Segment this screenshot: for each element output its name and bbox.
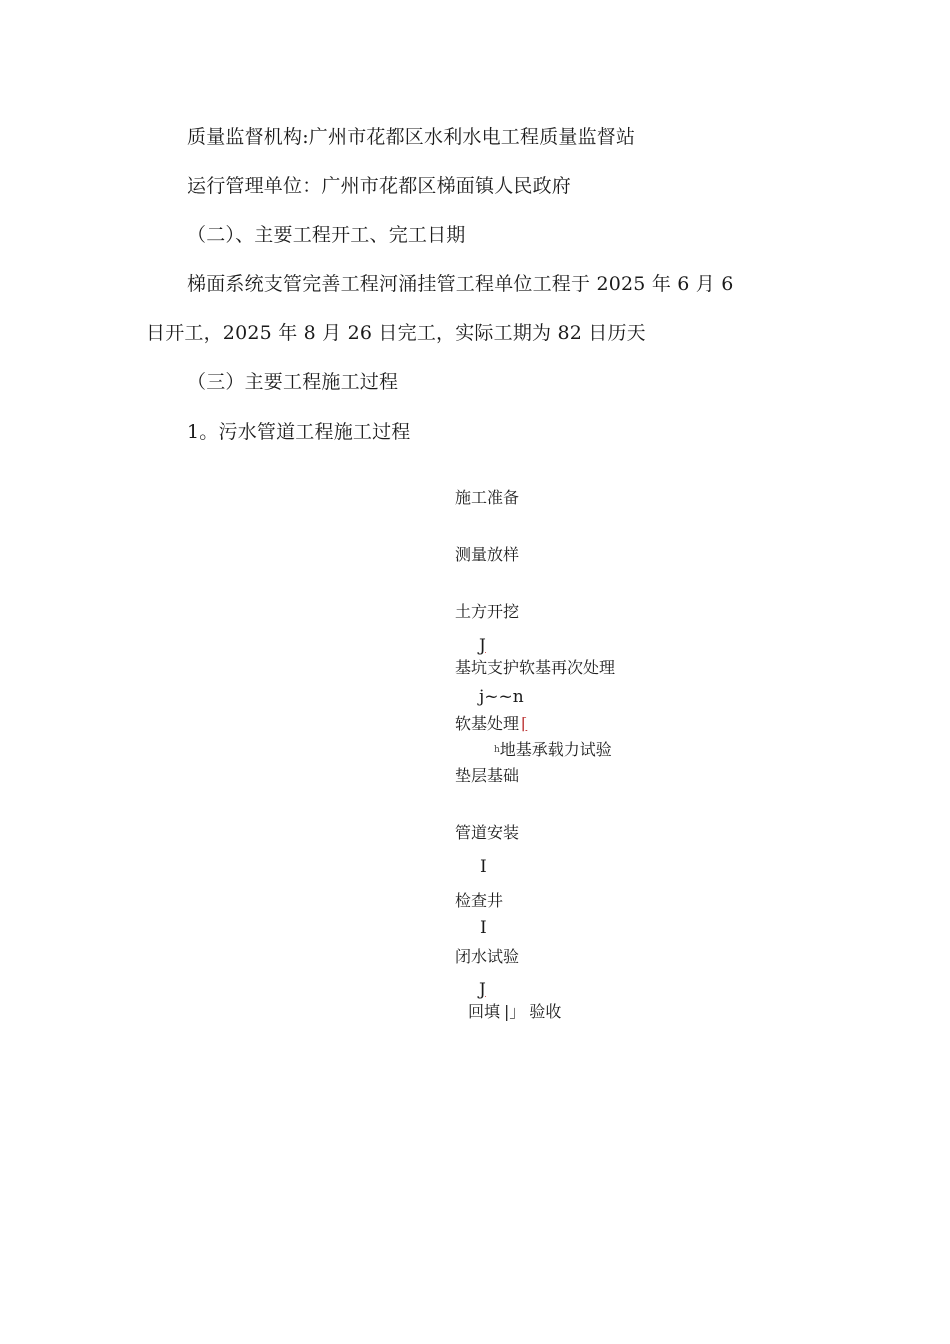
flow-step-survey: 测量放样: [455, 545, 520, 564]
flow-connector-4-branch: ~~n: [484, 687, 524, 707]
flow-step-soft-base-bracket: ⌈: [521, 714, 528, 733]
flow-step-soft-base: [455, 714, 527, 734]
flow-connector-9: J: [479, 980, 486, 1000]
flow-connector-7: I: [480, 857, 487, 877]
section-2-heading: （二）、主要工程开工、完工日期: [187, 224, 466, 246]
dates-paragraph-line-2: 日开工，2025 年 8 月 26 日完工，实际工期为 82 日历天: [146, 322, 646, 344]
flow-step-acceptance-label: 验收: [529, 1002, 562, 1021]
flow-connector-8: I: [480, 918, 487, 938]
supervision-agency-line: 质量监督机构:广州市花都区水利水电工程质量监督站: [187, 126, 636, 148]
flow-step-preparation: 施工准备: [455, 488, 520, 507]
flow-step-backfill-label: 回填: [468, 1002, 501, 1021]
flow-step-pipe-install: 管道安装: [455, 823, 520, 842]
flow-connector-4: [479, 687, 524, 707]
dates-paragraph-line-1: 梯面系统支管完善工程河涌挂管工程单位工程于 2025 年 6 月 6: [187, 273, 734, 295]
item-1-heading: 1。污水管道工程施工过程: [187, 421, 411, 443]
flow-step-pit-support: 基坑支护软基再次处理: [455, 658, 616, 677]
flow-step-backfill-acceptance: [468, 1002, 561, 1022]
flow-step-inspection-well: 检查井: [455, 891, 504, 910]
operation-unit-line: 运行管理单位：广州市花都区梯面镇人民政府: [187, 175, 572, 197]
flow-step-cushion-base: 垫层基础: [455, 766, 520, 785]
flow-step-soft-base-label: 软基处理: [455, 714, 520, 733]
flow-side-mark: h: [494, 745, 500, 755]
flow-step-backfill-mark: |」: [504, 1002, 526, 1021]
flow-side-bearing-test-label: 地基承载力试验: [499, 740, 612, 759]
flow-connector-4-stem: j: [479, 687, 485, 707]
flow-side-bearing-test: [494, 740, 612, 760]
flow-step-water-test: 闭水试验: [455, 947, 520, 966]
flow-connector-3: J: [479, 636, 486, 656]
section-3-heading: （三）主要工程施工过程: [187, 371, 399, 393]
flow-step-excavation: 土方开挖: [455, 602, 520, 621]
